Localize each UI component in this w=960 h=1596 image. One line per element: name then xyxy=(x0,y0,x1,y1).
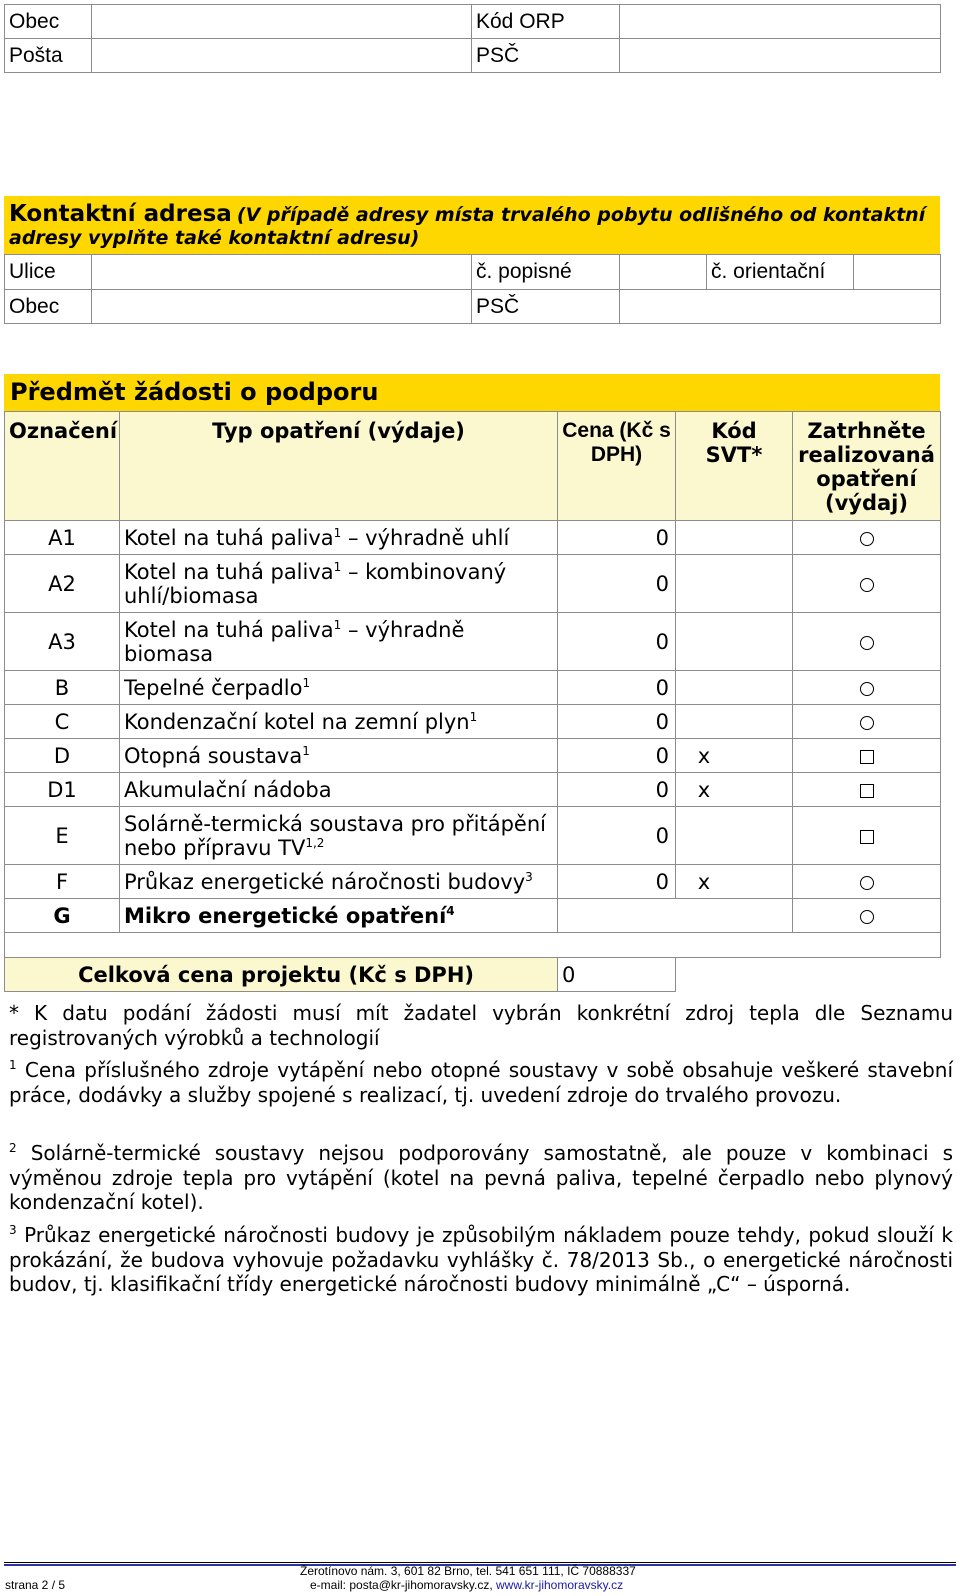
table-row xyxy=(5,773,941,807)
row-name xyxy=(120,671,558,705)
row-select[interactable] xyxy=(793,865,941,899)
top-address-table xyxy=(4,4,941,73)
row-footnote-ref: 1 xyxy=(302,675,311,690)
footer-web-link[interactable]: www.kr-jihomoravsky.cz xyxy=(496,1578,624,1592)
row-svt[interactable] xyxy=(676,705,793,739)
row-price[interactable]: 0 xyxy=(558,773,676,807)
row-svt[interactable] xyxy=(676,555,793,613)
row-code: A1 xyxy=(5,521,120,555)
row-name xyxy=(120,521,558,555)
row-code: B xyxy=(5,671,120,705)
row-select[interactable] xyxy=(793,899,941,933)
note-1-number: 1 xyxy=(9,1058,17,1072)
note-3-number: 3 xyxy=(9,1223,17,1237)
row-name xyxy=(120,739,558,773)
row-code: C xyxy=(5,705,120,739)
header-svt: Kód SVT* xyxy=(676,412,793,521)
psc-field[interactable] xyxy=(620,39,941,73)
table-row xyxy=(5,705,941,739)
row-name xyxy=(120,807,558,865)
footer-rule xyxy=(4,1562,956,1563)
checkbox-icon[interactable] xyxy=(860,830,874,844)
radio-icon[interactable] xyxy=(860,532,874,546)
spacer-row xyxy=(5,933,941,958)
footer-contact xyxy=(310,1578,670,1592)
row-svt[interactable] xyxy=(676,613,793,671)
row-name xyxy=(120,899,558,933)
note-1 xyxy=(9,1058,953,1107)
row-code: A2 xyxy=(5,555,120,613)
header-type: Typ opatření (výdaje) xyxy=(120,412,558,521)
row-name xyxy=(120,773,558,807)
row-price[interactable]: 0 xyxy=(558,739,676,773)
header-code: Označení xyxy=(5,412,120,521)
row-select[interactable] xyxy=(793,773,941,807)
row-svt[interactable] xyxy=(676,671,793,705)
subject-table xyxy=(4,411,941,992)
row-code: G xyxy=(5,899,120,933)
posta-label: Pošta xyxy=(5,39,92,73)
row-code: D xyxy=(5,739,120,773)
row-footnote-ref: 1,2 xyxy=(305,835,325,850)
table-row xyxy=(5,865,941,899)
note-2 xyxy=(9,1141,953,1215)
contact-heading-bar xyxy=(4,196,940,254)
row-svt[interactable]: x xyxy=(676,739,793,773)
contact-note: (V případě adresy místa trvalého pobytu odlišného od kontaktní adresy vyplňte také kontaktní adresu) xyxy=(9,204,926,249)
row-price[interactable] xyxy=(558,899,793,933)
row-name-suffix: – výhradně uhlí xyxy=(341,525,510,550)
contact-obec-label: Obec xyxy=(5,290,92,324)
row-price[interactable]: 0 xyxy=(558,807,676,865)
table-row xyxy=(5,807,941,865)
table-row xyxy=(5,671,941,705)
row-name xyxy=(120,865,558,899)
table-row xyxy=(5,739,941,773)
ulice-label: Ulice xyxy=(5,255,92,290)
contact-psc-field[interactable] xyxy=(620,290,941,324)
row-code: D1 xyxy=(5,773,120,807)
row-name-text: Kotel na tuhá paliva xyxy=(124,525,334,550)
kod-orp-label: Kód ORP xyxy=(472,5,620,39)
row-name-text: Mikro energetické opatření xyxy=(124,903,447,928)
row-name xyxy=(120,613,558,671)
note-1-text: Cena příslušného zdroje vytápění nebo otopné soustavy v sobě obsahuje veškeré stavební práce, dodávky a služby spojené s realizací, tj. uvedení zdroje do trvalého provozu. xyxy=(9,1058,954,1107)
cislo-orientacni-label: č. orientační xyxy=(707,255,854,290)
row-footnote-ref: 1 xyxy=(333,617,342,632)
row-select[interactable] xyxy=(793,613,941,671)
radio-icon[interactable] xyxy=(860,636,874,650)
contact-psc-label: PSČ xyxy=(472,290,620,324)
total-value: 0 xyxy=(558,958,676,992)
row-name-text: Kondenzační kotel na zemní plyn xyxy=(124,709,470,734)
radio-icon[interactable] xyxy=(860,910,874,924)
row-price[interactable]: 0 xyxy=(558,521,676,555)
row-code: E xyxy=(5,807,120,865)
footer-page-number: strana 2 / 5 xyxy=(5,1578,66,1592)
row-select[interactable] xyxy=(793,807,941,865)
cislo-popisne-field[interactable] xyxy=(620,255,707,290)
row-footnote-ref: 3 xyxy=(525,869,533,884)
table-row xyxy=(5,899,941,933)
row-select[interactable] xyxy=(793,671,941,705)
note-2-number: 2 xyxy=(9,1141,17,1155)
subject-heading-bar xyxy=(4,374,940,411)
row-footnote-ref: 4 xyxy=(446,903,455,918)
contact-address-table xyxy=(4,254,941,324)
kod-orp-field[interactable] xyxy=(620,5,941,39)
row-price[interactable]: 0 xyxy=(558,613,676,671)
row-footnote-ref: 1 xyxy=(333,525,342,540)
note-star: * K datu podání žádosti musí mít žadatel vybrán konkrétní zdroj tepla dle Seznamu registrovaných výrobků a technologií xyxy=(9,1001,953,1050)
radio-icon[interactable] xyxy=(860,682,874,696)
row-name-text: Kotel na tuhá paliva xyxy=(124,559,334,584)
row-name xyxy=(120,555,558,613)
header-check: Zatrhněte realizovaná opatření (výdaj) xyxy=(793,412,941,521)
row-code: A3 xyxy=(5,613,120,671)
row-select[interactable] xyxy=(793,521,941,555)
footer-email: e-mail: posta@kr-jihomoravsky.cz, xyxy=(310,1578,496,1592)
posta-field[interactable] xyxy=(92,39,472,73)
contact-obec-field[interactable] xyxy=(92,290,472,324)
row-name-text: Akumulační nádoba xyxy=(124,777,332,802)
row-footnote-ref: 1 xyxy=(302,743,310,758)
footer-address: Žerotínovo nám. 3, 601 82 Brno, tel. 541 651 111, IČ 70888337 xyxy=(300,1564,636,1578)
row-select[interactable] xyxy=(793,705,941,739)
checkbox-icon[interactable] xyxy=(860,784,874,798)
cislo-orientacni-field[interactable] xyxy=(854,255,941,290)
row-name xyxy=(120,705,558,739)
subject-heading: Předmět žádosti o podporu xyxy=(10,378,379,406)
row-price[interactable]: 0 xyxy=(558,705,676,739)
row-price[interactable]: 0 xyxy=(558,865,676,899)
obec-label: Obec xyxy=(5,5,92,39)
note-2-text: Solárně-termické soustavy nejsou podporovány samostatně, ale pouze v kombinaci s výměnou zdroje tepla pro vytápění (kotel na pevná paliva, tepelné čerpadlo nebo plynový kondenzační kotel). xyxy=(9,1141,954,1214)
row-name-suffix: – výhradně biomasa xyxy=(124,617,465,666)
header-price: Cena (Kč s DPH) xyxy=(558,412,676,521)
row-price[interactable]: 0 xyxy=(558,671,676,705)
row-select[interactable] xyxy=(793,555,941,613)
note-3 xyxy=(9,1223,953,1297)
total-blank xyxy=(676,958,941,992)
obec-field[interactable] xyxy=(92,5,472,39)
total-label: Celková cena projektu (Kč s DPH) xyxy=(5,958,558,992)
row-svt[interactable] xyxy=(676,521,793,555)
contact-heading: Kontaktní adresa xyxy=(9,201,232,227)
ulice-field[interactable] xyxy=(92,255,472,290)
checkbox-icon[interactable] xyxy=(860,750,874,764)
row-name-text: Solárně-termická soustava pro přitápění nebo přípravu TV xyxy=(124,811,546,860)
table-row xyxy=(5,555,941,613)
note-3-text: Průkaz energetické náročnosti budovy je způsobilým nákladem pouze tehdy, pokud slouží k prokázání, že budova vyhovuje požadavku vyhlášky č. 78/2013 Sb., o energetické náročnosti budov, tj. klasifikační třídy energetické náročnosti budovy minimálně „C“ – úsporná. xyxy=(9,1223,954,1296)
radio-icon[interactable] xyxy=(860,876,874,890)
row-select[interactable] xyxy=(793,739,941,773)
row-name-text: Tepelné čerpadlo xyxy=(124,675,303,700)
radio-icon[interactable] xyxy=(860,716,874,730)
row-code: F xyxy=(5,865,120,899)
row-name-suffix: – kombinovaný uhlí/biomasa xyxy=(124,559,507,608)
table-row xyxy=(5,521,941,555)
row-price[interactable]: 0 xyxy=(558,555,676,613)
row-svt[interactable] xyxy=(676,807,793,865)
row-name-text: Otopná soustava xyxy=(124,743,303,768)
cislo-popisne-label: č. popisné xyxy=(472,255,620,290)
table-row xyxy=(5,613,941,671)
radio-icon[interactable] xyxy=(860,578,874,592)
row-name-text: Průkaz energetické náročnosti budovy xyxy=(124,869,526,894)
row-svt[interactable]: x xyxy=(676,773,793,807)
row-name-text: Kotel na tuhá paliva xyxy=(124,617,334,642)
row-svt[interactable]: x xyxy=(676,865,793,899)
psc-label: PSČ xyxy=(472,39,620,73)
row-footnote-ref: 1 xyxy=(333,559,342,574)
row-footnote-ref: 1 xyxy=(469,709,478,724)
